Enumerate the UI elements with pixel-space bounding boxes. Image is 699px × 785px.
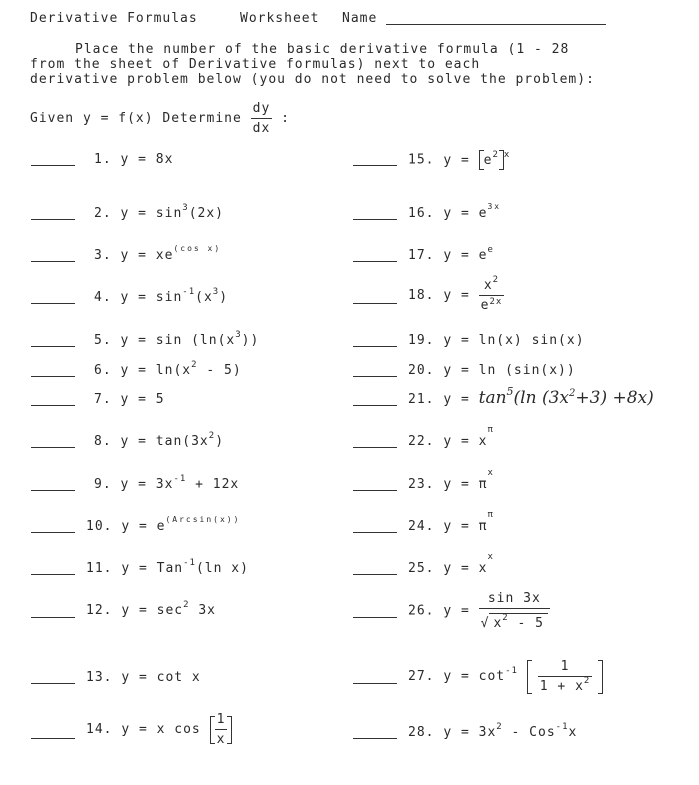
problem-24	[408, 510, 494, 534]
handwritten-expression: $\tan^5(\ln$ $(3x^2+3) +8x$)	[478, 385, 654, 408]
answer-blank-21[interactable]	[353, 405, 397, 406]
fraction: $\frac{\sin 3x}{√ x^2 - 5}$	[479, 591, 550, 631]
dy-dx-fraction	[251, 101, 273, 136]
problem-expression: $y = \sin (\ln(x^3))$	[120, 330, 260, 348]
problem-14	[86, 712, 232, 747]
answer-blank-17[interactable]	[353, 261, 397, 262]
problem-expression: y = 8x	[120, 152, 174, 167]
problem-8	[94, 431, 225, 449]
problem-number: 16.	[408, 206, 435, 221]
problem-expression: $y = x^\pi$	[443, 425, 494, 449]
problem-number: 11.	[86, 561, 113, 576]
problem-expression: y = x cos	[121, 722, 201, 737]
problem-28	[408, 722, 578, 740]
answer-blank-11[interactable]	[31, 574, 75, 575]
problem-expression: $y = x^x$	[443, 552, 494, 576]
problem-10	[86, 515, 241, 534]
problem-21	[408, 385, 654, 408]
given-suffix: :	[281, 111, 290, 126]
problem-7	[94, 392, 165, 407]
answer-blank-28[interactable]	[353, 738, 397, 739]
answer-blank-3[interactable]	[31, 261, 75, 262]
problem-expression: $y = \sin^{-1}(x^3)$	[120, 287, 229, 305]
problem-expression: y = 5	[120, 392, 165, 407]
answer-blank-10[interactable]	[31, 532, 75, 533]
problem-expression: $y = e^{3x}$	[443, 202, 502, 221]
problem-16	[408, 202, 502, 221]
problem-27	[408, 659, 603, 694]
problem-23	[408, 468, 494, 492]
answer-blank-20[interactable]	[353, 376, 397, 377]
answer-blank-7[interactable]	[31, 405, 75, 406]
problem-3	[94, 244, 222, 263]
problem-22	[408, 425, 494, 449]
problem-expression: y = ln (sin(x))	[443, 363, 576, 378]
problem-6	[94, 360, 242, 378]
answer-blank-6[interactable]	[31, 376, 75, 377]
problem-number: 23.	[408, 477, 435, 492]
problem-12	[86, 600, 217, 618]
problem-number: 2.	[94, 206, 112, 221]
problem-number: 17.	[408, 248, 435, 263]
problem-19	[408, 333, 585, 348]
problem-expression: $y = \ln(x^2 - 5)$	[120, 360, 242, 378]
problem-15	[408, 150, 510, 170]
problem-number: 24.	[408, 519, 435, 534]
fraction: $\frac{1}{x}$	[216, 712, 226, 747]
problem-expression: $y = e^2$ $^x$	[443, 153, 510, 168]
problem-expression: $y = \cot^{-1}$	[443, 666, 518, 684]
problem-number: 1.	[94, 152, 112, 167]
problem-expression: y = Tan$^{-1}$(ln x)	[121, 558, 249, 576]
answer-blank-26[interactable]	[353, 617, 397, 618]
problem-number: 4.	[94, 290, 112, 305]
problem-expression: $y = \sec^2 3x$	[121, 600, 217, 618]
problem-number: 9.	[94, 477, 112, 492]
answer-blank-8[interactable]	[31, 447, 75, 448]
problem-17	[408, 245, 494, 263]
instructions-line-3: derivative problem below (you do not need to solve the problem):	[30, 72, 595, 87]
problem-number: 27.	[408, 669, 435, 684]
problem-expression: y = ln(x) sin(x)	[443, 333, 585, 348]
fraction: $\frac{1}{1 + x^2}$	[539, 659, 591, 694]
problem-number: 21.	[408, 392, 435, 407]
left-bracket	[527, 660, 532, 694]
problem-number: 7.	[94, 392, 112, 407]
problem-26	[408, 591, 550, 631]
problem-expression: $y = 3x^{-1} + 12x$	[120, 474, 240, 492]
problem-expression: y =	[443, 392, 470, 407]
given-statement	[30, 101, 290, 136]
problem-number: 5.	[94, 333, 112, 348]
problem-25	[408, 552, 494, 576]
problem-number: 15.	[408, 152, 435, 168]
answer-blank-16[interactable]	[353, 219, 397, 220]
answer-blank-22[interactable]	[353, 447, 397, 448]
problem-1	[94, 152, 173, 167]
right-bracket	[598, 660, 603, 694]
problem-number: 25.	[408, 561, 435, 576]
answer-blank-18[interactable]	[353, 303, 397, 304]
problem-number: 20.	[408, 363, 435, 378]
problem-expression: $y = \pi^\pi$	[443, 510, 494, 534]
answer-blank-12[interactable]	[31, 617, 75, 618]
instructions-line-1: Place the number of the basic derivative formula (1 - 28	[75, 42, 570, 57]
problem-5	[94, 330, 260, 348]
problem-9	[94, 474, 240, 492]
problem-number: 13.	[86, 670, 113, 685]
answer-blank-27[interactable]	[353, 683, 397, 684]
problem-number: 28.	[408, 725, 435, 740]
problem-4	[94, 287, 229, 305]
answer-blank-9[interactable]	[31, 490, 75, 491]
problem-number: 18.	[408, 288, 435, 303]
problem-expression: $y = \pi^x$	[443, 468, 494, 492]
problem-expression: y =	[443, 603, 470, 619]
problem-13	[86, 670, 201, 685]
dx-text: dx	[251, 118, 273, 136]
problem-20	[408, 363, 576, 378]
worksheet-title: Derivative Formulas	[30, 11, 198, 26]
problem-expression: y = cot x	[121, 670, 201, 685]
problem-expression: $y = e^e$	[443, 245, 494, 263]
problem-number: 12.	[86, 603, 113, 618]
problem-number: 6.	[94, 363, 112, 378]
problem-11	[86, 558, 249, 576]
problem-number: 8.	[94, 434, 112, 449]
answer-blank-19[interactable]	[353, 346, 397, 347]
problem-expression: $y = e^{(Arcsin(x))}$	[121, 515, 241, 534]
problem-expression: $y = \tan(3x^2)$	[120, 431, 225, 449]
problem-number: 19.	[408, 333, 435, 348]
dy-text: dy	[252, 101, 271, 116]
answer-blank-1[interactable]	[31, 165, 75, 166]
problem-number: 26.	[408, 603, 435, 619]
problem-expression: $y = \sin^3(2x)$	[120, 203, 225, 221]
problem-expression: $y = 3x^2 - Cos^{-1}x$	[443, 722, 578, 740]
problem-number: 14.	[86, 722, 113, 737]
answer-blank-13[interactable]	[31, 683, 75, 684]
answer-blank-25[interactable]	[353, 574, 397, 575]
worksheet-label: Worksheet	[240, 11, 320, 26]
given-prefix: Given y = f(x) Determine	[30, 111, 242, 126]
answer-blank-2[interactable]	[31, 219, 75, 220]
problem-number: 10.	[86, 519, 113, 534]
name-field-line[interactable]	[386, 24, 606, 25]
answer-blank-4[interactable]	[31, 303, 75, 304]
instructions-line-2: from the sheet of Derivative formulas) next to each	[30, 57, 481, 72]
answer-blank-5[interactable]	[31, 346, 75, 347]
fraction: $\frac{x^2}{e^{2x}}$	[480, 275, 503, 313]
problem-number: 3.	[94, 248, 112, 263]
name-label: Name	[342, 11, 378, 26]
right-bracket	[227, 716, 232, 744]
answer-blank-24[interactable]	[353, 532, 397, 533]
answer-blank-15[interactable]	[353, 165, 397, 166]
problem-number: 22.	[408, 434, 435, 449]
answer-blank-23[interactable]	[353, 490, 397, 491]
problem-2	[94, 203, 225, 221]
problem-expression: $y = xe^{(cos x)}$	[120, 244, 222, 263]
problem-18	[408, 275, 504, 313]
problem-expression: y =	[443, 288, 470, 303]
answer-blank-14[interactable]	[31, 738, 75, 739]
